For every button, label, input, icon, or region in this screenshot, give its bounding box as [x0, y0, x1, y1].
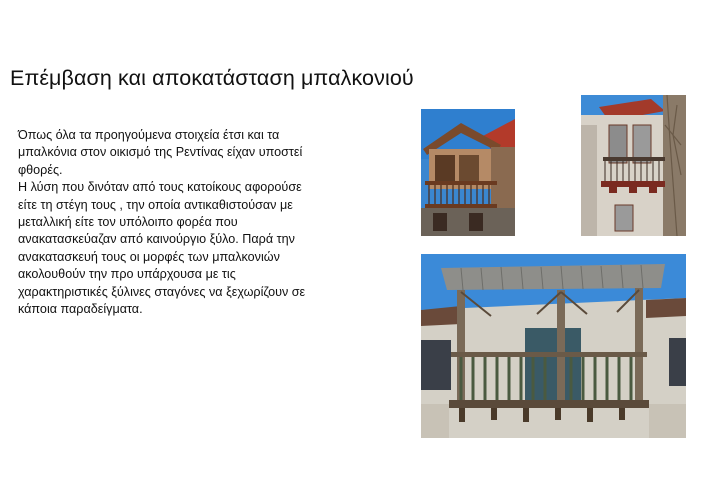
balcony-photo-3-image [421, 254, 686, 438]
paragraph-2: Η λύση που δινόταν από τους κατοίκους αφορούσε είτε τη στέγη τους , την οποία αντικαθιστούσαν με μεταλλική είτε τον υπόλοιπο φορέα που ανακατασκεύαζαν από καινούργιο ξύλο. Παρά την ανακατασκευή τους οι μορφές των μπαλκονιών ακολουθούν την προ υπάρχουσα με τις χαρακτηριστικές ξύλινες σταγόνες να ξεχωρίζουν σε κάποια παραδείγματα. [18, 180, 306, 317]
paragraph-1: Όπως όλα τα προηγούμενα στοιχεία έτσι και τα μπαλκόνια στον οικισμό της Ρεντίνας είχαν υποστεί φθορές. [18, 128, 303, 177]
slide-title: Επέμβαση και αποκατάσταση μπαλκονιού [10, 66, 414, 90]
balcony-photo-2 [581, 95, 686, 236]
balcony-photo-2-image [581, 95, 686, 236]
balcony-photo-3 [421, 254, 686, 438]
body-text [18, 127, 323, 318]
balcony-photo-1-image [421, 109, 515, 236]
balcony-photo-1 [421, 109, 515, 236]
